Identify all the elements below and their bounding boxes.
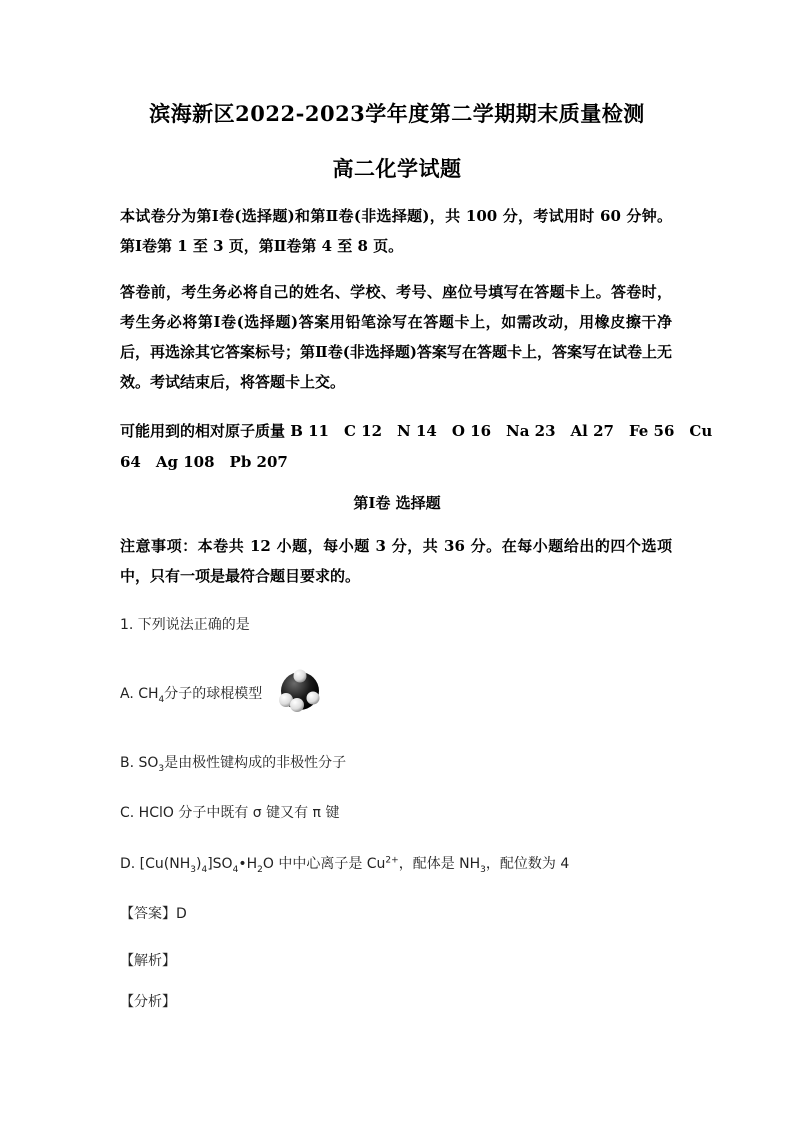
- question-1-option-b: B. $SO_3$是由极性键构成的非极性分子: [120, 755, 347, 774]
- section-title: 第Ⅰ卷 选择题: [353, 494, 441, 512]
- question-1-stem: 1. 下列说法正确的是: [120, 617, 250, 633]
- question-1-option-d: D. $[Cu(NH_3)_4]SO_4•H_2O$ 中中心离子是 $Cu^{2+}$，配体是 $NH_3$，配位数为 4: [120, 855, 570, 875]
- intro-paragraph-1: 本试卷分为第Ⅰ卷(选择题)和第Ⅱ卷(非选择题)，共 100 分，考试用时 60 分钟。第Ⅰ卷第 1 至 3 页，第Ⅱ卷第 4 至 8 页。: [120, 207, 672, 255]
- fenxi-label: 【分析】: [120, 994, 176, 1010]
- methane-ball-stick-model-image: [272, 667, 328, 715]
- analysis-label: 【解析】: [120, 953, 176, 969]
- answer-label: 【答案】D: [120, 906, 187, 922]
- atomic-masses-line-2: 64 Ag 108 Pb 207: [120, 453, 288, 471]
- atomic-masses-line-1: 可能用到的相对原子质量 B 11 C 12 N 14 O 16 Na 23 Al 27 Fe 56 Cu: [120, 422, 713, 440]
- question-1-option-a: A. $CH_4$分子的球棍模型: [120, 686, 263, 705]
- section-notice: 注意事项：本卷共 12 小题，每小题 3 分，共 36 分。在每小题给出的四个选项中，只有一项是最符合题目要求的。: [120, 537, 672, 585]
- exam-subtitle: 高二化学试题: [332, 156, 462, 181]
- exam-title: 滨海新区2022-2023学年度第二学期期末质量检测: [149, 101, 645, 126]
- question-1-option-c: C. HClO 分子中既有 σ 键又有 π 键: [120, 805, 340, 821]
- intro-paragraph-2: 答卷前，考生务必将自己的姓名、学校、考号、座位号填写在答题卡上。答卷时，考生务必将第Ⅰ卷(选择题)答案用铅笔涂写在答题卡上，如需改动，用橡皮擦干净后，再选涂其它答案标号；第Ⅱ卷(非选择题)答案写在答题卡上，答案写在试卷上无效。考试结束后，将答题卡上交。: [120, 283, 672, 391]
